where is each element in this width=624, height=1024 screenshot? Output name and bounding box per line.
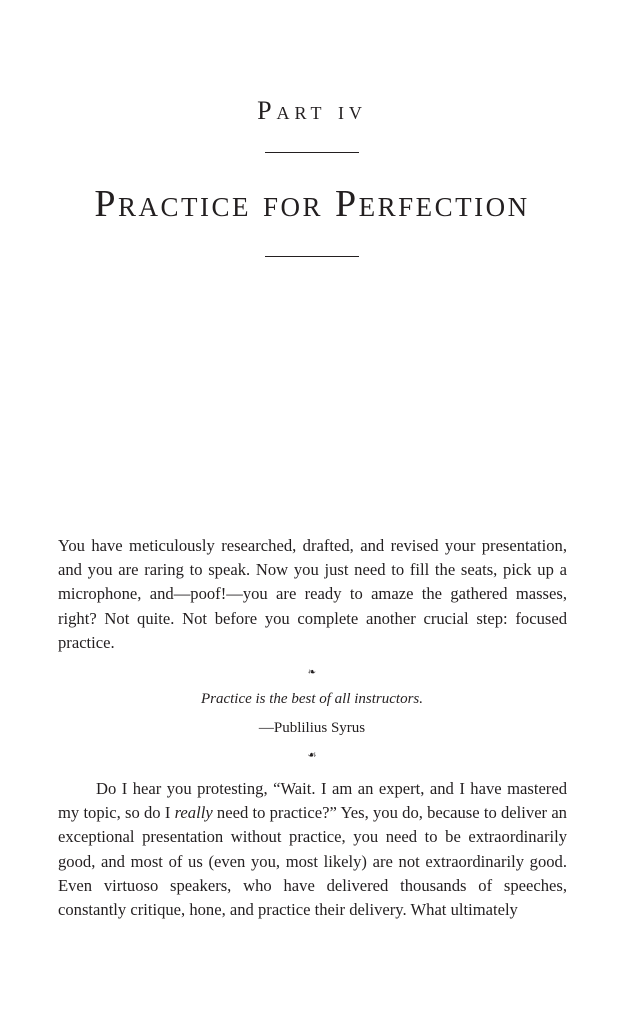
- chapter-title: Practice for Perfection: [94, 183, 530, 225]
- intro-paragraph: You have meticulously researched, drafted, and revised your presentation, and you are raring to speak. Now you just need to fill the seats, pick up a microphone, and—poof!—you are ready to amaze the gathered masses, right? Not quite. Not before you complete another crucial step: focused practice.: [58, 536, 567, 652]
- body-text-end: need to practice?” Yes, you do, because to deliver an exceptional presentation without practice, you need to be extraordinarily good, and most of us (even you, most likely) are not extraordinarily good. Even virtuoso speakers, who have delivered thousands of speeches, constantly critique, hone, and practice their delivery. What ultimately: [58, 803, 567, 920]
- bottom-rule: [265, 256, 359, 257]
- body-paragraph: [58, 777, 567, 922]
- fleuron-icon: ❧: [307, 667, 317, 678]
- emphasis-text: really: [174, 803, 213, 823]
- top-rule: [265, 152, 359, 153]
- body-text-start: Do I hear you protesting, “Wait. I am an expert, and I have mastered my topic, so do I: [58, 779, 567, 823]
- reversed-fleuron-icon: ☙: [307, 750, 317, 761]
- epigraph-quote: Practice is the best of all instructors.: [200, 691, 424, 707]
- epigraph-attribution: —Publilius Syrus: [258, 720, 366, 736]
- part-label: Part iv: [257, 96, 367, 125]
